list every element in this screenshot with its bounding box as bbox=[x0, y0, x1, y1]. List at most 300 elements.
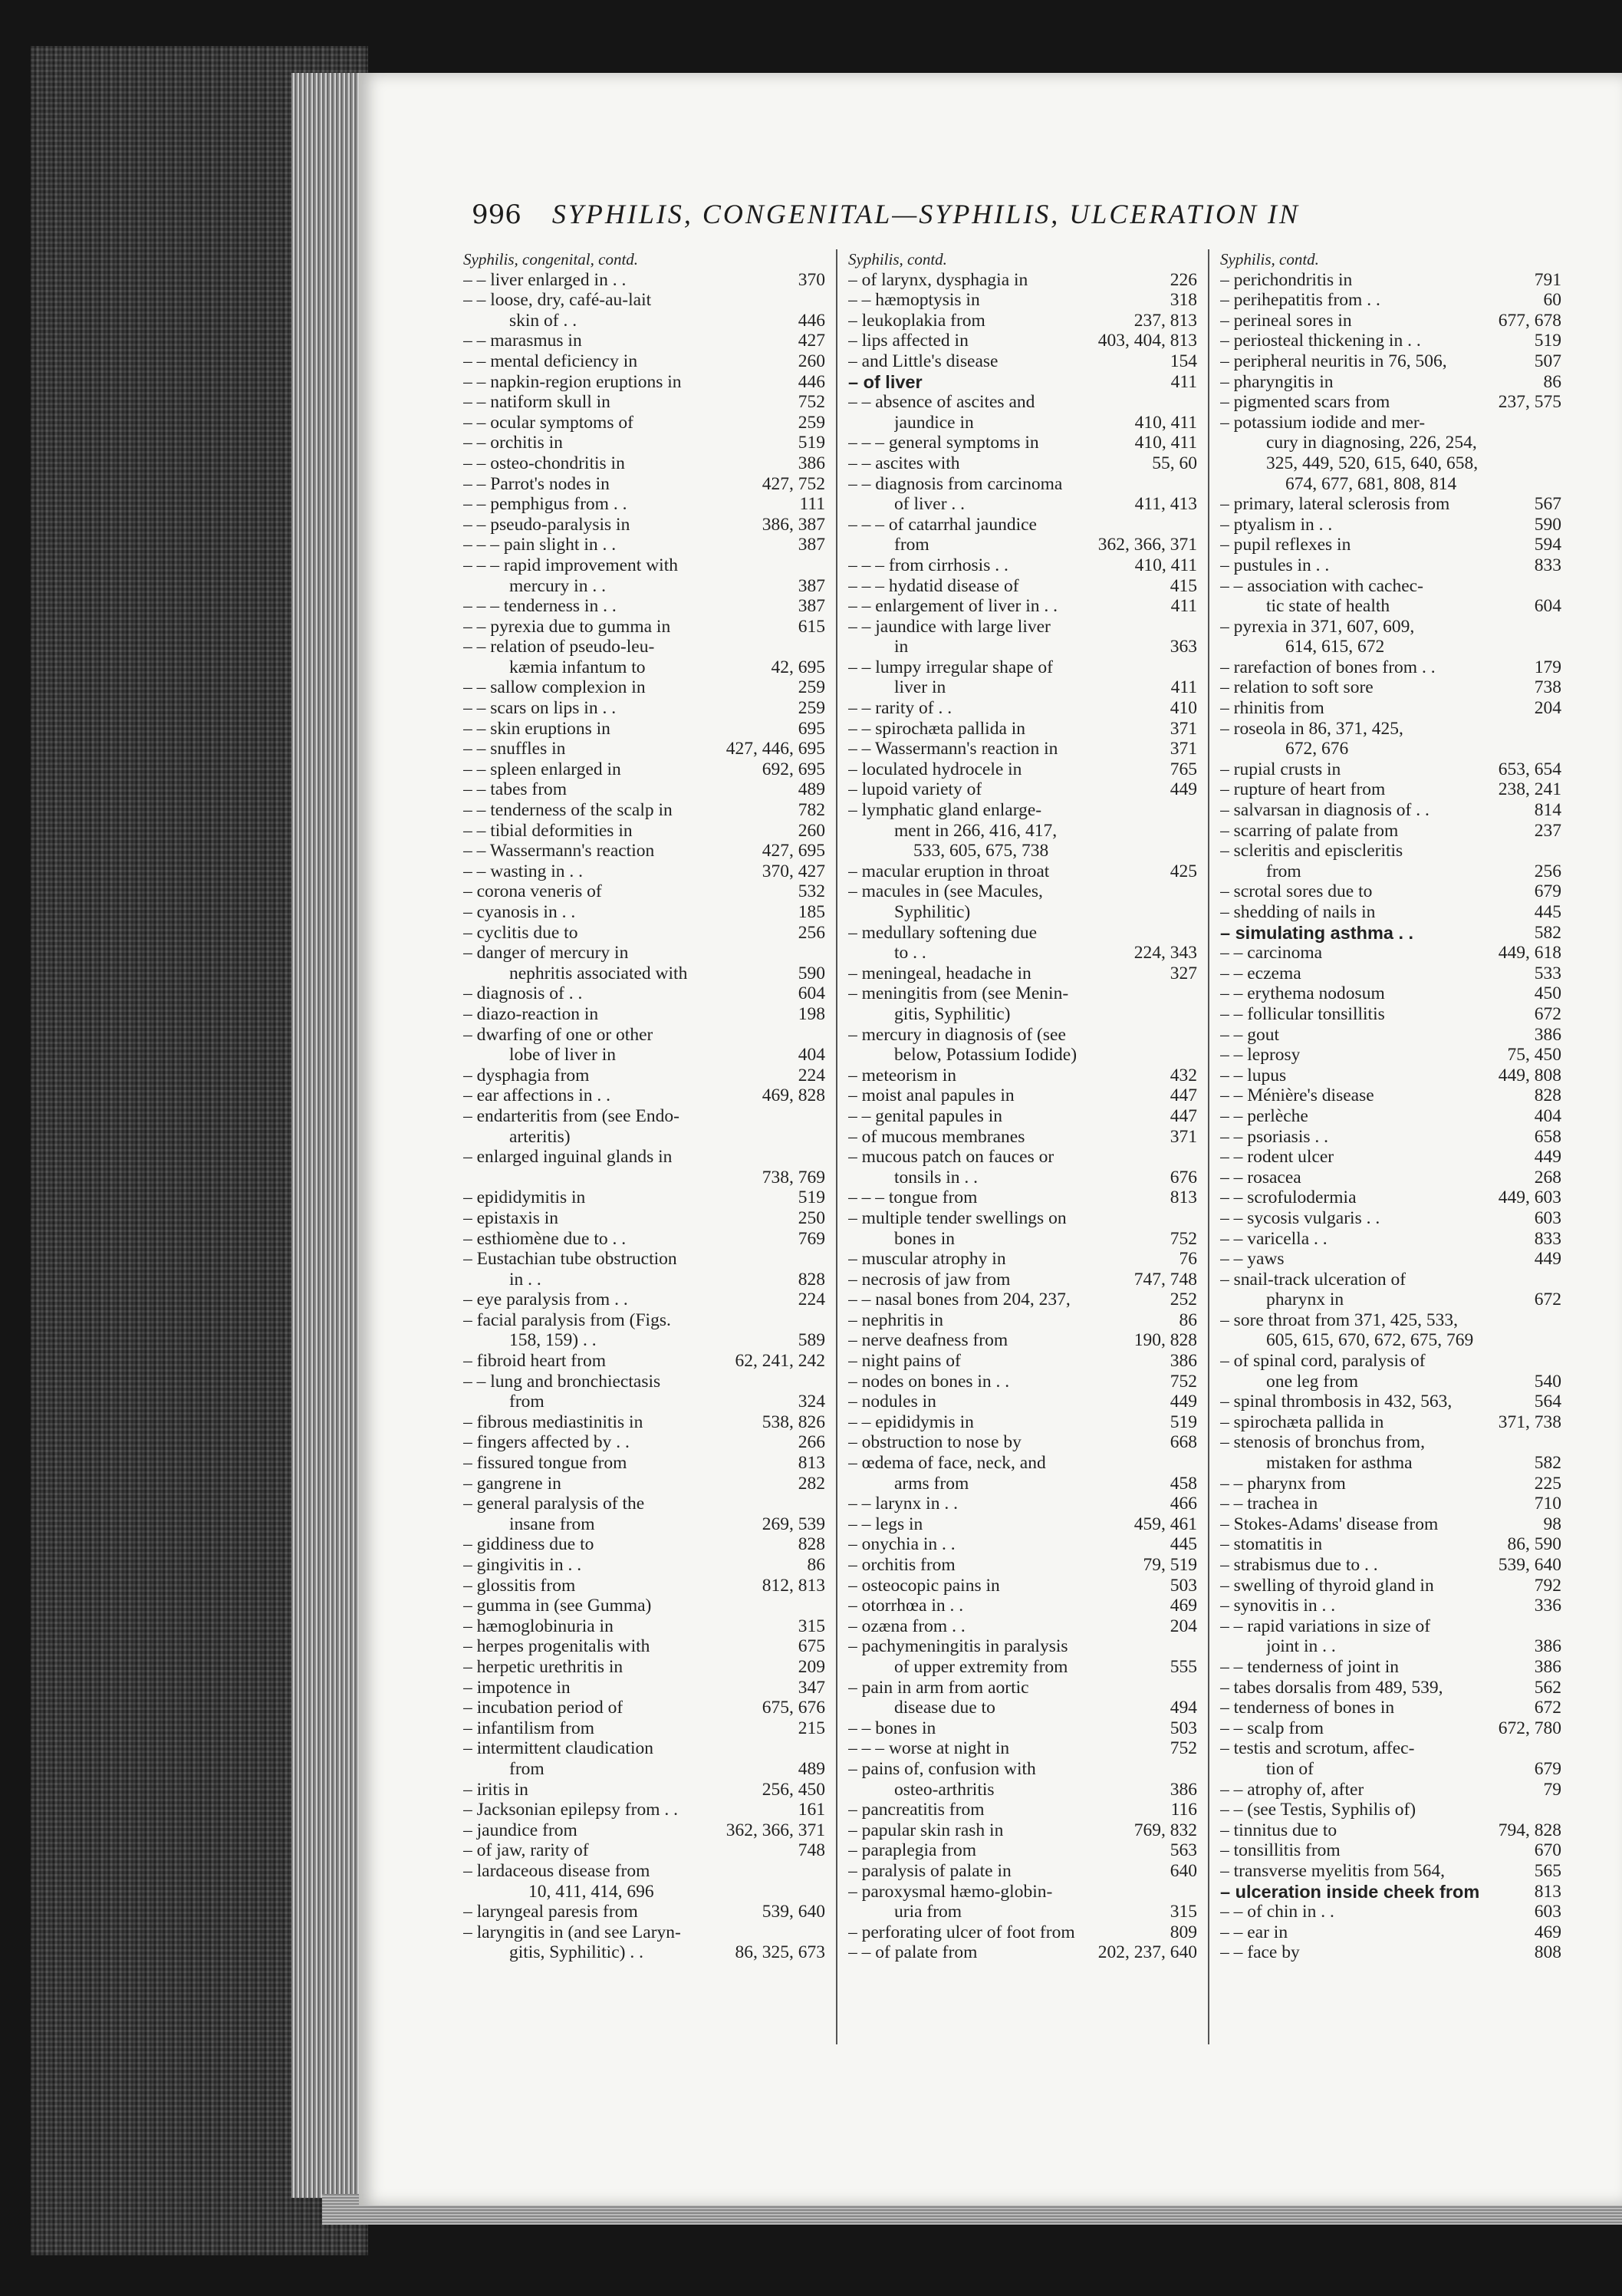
entry-pages bbox=[819, 1127, 825, 1148]
index-entry bbox=[848, 1025, 1197, 1046]
entry-pages: 675, 676 bbox=[762, 1698, 825, 1718]
entry-pages: 812, 813 bbox=[762, 1575, 825, 1596]
index-entry bbox=[463, 1474, 825, 1494]
entry-term: – – marasmus in bbox=[463, 331, 582, 351]
index-entry bbox=[463, 1330, 825, 1351]
entry-term: – herpes progenitalis with bbox=[463, 1636, 650, 1657]
entry-term: – cyclitis due to bbox=[463, 922, 578, 943]
entry-pages: 404 bbox=[1534, 1105, 1561, 1126]
entry-term: – – atrophy of, after bbox=[1220, 1779, 1364, 1800]
entry-term: – macular eruption in throat bbox=[848, 861, 1050, 881]
index-entry bbox=[463, 270, 825, 291]
index-entry bbox=[1220, 1902, 1561, 1922]
entry-term: – infantilism from bbox=[463, 1718, 595, 1738]
index-entry bbox=[463, 372, 825, 393]
index-entry bbox=[1220, 1290, 1561, 1310]
entry-pages: 154 bbox=[1170, 351, 1197, 371]
index-entry bbox=[463, 1738, 825, 1759]
entry-term: – scarring of palate from bbox=[1220, 820, 1399, 841]
entry-pages bbox=[1191, 841, 1197, 861]
entry-term: kæmia infantum to bbox=[509, 657, 646, 677]
entry-term: in bbox=[894, 637, 909, 657]
index-entry bbox=[848, 1045, 1197, 1066]
entry-pages: 411 bbox=[1170, 371, 1197, 392]
entry-term: – – tibial deformities in bbox=[463, 820, 633, 841]
index-entry bbox=[848, 1555, 1197, 1576]
entry-term: – multiple tender swellings on bbox=[848, 1207, 1067, 1228]
index-entry bbox=[463, 1657, 825, 1678]
index-entry bbox=[848, 1372, 1197, 1392]
entry-pages: 445 bbox=[1534, 902, 1561, 922]
index-entry bbox=[1220, 1372, 1561, 1392]
index-entry bbox=[463, 1780, 825, 1800]
index-entry bbox=[1220, 923, 1561, 944]
index-entry bbox=[848, 1922, 1197, 1943]
entry-term: – nerve deafness from bbox=[848, 1330, 1008, 1351]
entry-pages: 446 bbox=[798, 371, 825, 392]
entry-term: cury in diagnosing, 226, 254, bbox=[1266, 433, 1477, 453]
index-entry bbox=[848, 841, 1197, 861]
entry-term: – enlarged inguinal glands in bbox=[463, 1147, 673, 1168]
entry-term: – ozæna from . . bbox=[848, 1616, 966, 1636]
index-entry bbox=[848, 1432, 1197, 1453]
entry-term: – papular skin rash in bbox=[848, 1820, 1004, 1840]
entry-pages: 204 bbox=[1170, 1616, 1197, 1636]
entry-pages bbox=[1555, 1432, 1561, 1453]
entry-term: bones in bbox=[894, 1228, 955, 1249]
entry-term: one leg from bbox=[1266, 1371, 1359, 1392]
entry-term: – – pseudo-paralysis in bbox=[463, 514, 630, 535]
index-entry bbox=[1220, 719, 1561, 740]
index-entry bbox=[848, 474, 1197, 495]
entry-term: – scrotal sores due to bbox=[1220, 881, 1373, 902]
entry-term: pharynx in bbox=[1266, 1290, 1344, 1310]
column-heading: Syphilis, contd. bbox=[1220, 250, 1319, 268]
entry-term: – – erythema nodosum bbox=[1220, 983, 1385, 1004]
index-entry bbox=[463, 719, 825, 740]
entry-pages: 567 bbox=[1534, 494, 1561, 515]
index-entry bbox=[1220, 1045, 1561, 1066]
entry-term: liver in bbox=[894, 677, 946, 698]
index-entry bbox=[1220, 1392, 1561, 1412]
index-entry bbox=[463, 453, 825, 474]
entry-term: – – – worse at night in bbox=[848, 1738, 1010, 1759]
entry-term: – tinnitus due to bbox=[1220, 1820, 1337, 1840]
entry-pages bbox=[1555, 1738, 1561, 1759]
entry-pages: 752 bbox=[1170, 1371, 1197, 1392]
entry-pages: 532 bbox=[798, 881, 825, 902]
index-entry bbox=[848, 1147, 1197, 1168]
index-entry bbox=[848, 351, 1197, 372]
entry-term: – facial paralysis from (Figs. bbox=[463, 1309, 671, 1330]
index-entry bbox=[1220, 759, 1561, 780]
index-entry bbox=[848, 943, 1197, 964]
index-entry bbox=[848, 923, 1197, 944]
index-entry bbox=[848, 1596, 1197, 1616]
entry-term: – endarteritis from (see Endo- bbox=[463, 1105, 679, 1126]
entry-pages: 813 bbox=[1534, 1881, 1561, 1902]
entry-term: – mercury in diagnosis of (see bbox=[848, 1024, 1066, 1045]
entry-term: – – – tongue from bbox=[848, 1188, 978, 1208]
entry-pages: 252 bbox=[1170, 1290, 1197, 1310]
entry-term: – paralysis of palate in bbox=[848, 1860, 1012, 1881]
entry-pages: 692, 695 bbox=[762, 759, 825, 779]
index-entry bbox=[1220, 311, 1561, 331]
entry-term: – macules in (see Macules, bbox=[848, 881, 1043, 902]
entry-pages bbox=[1555, 1616, 1561, 1637]
entry-term: – impotence in bbox=[463, 1677, 571, 1698]
entry-term: – nodes on bones in . . bbox=[848, 1371, 1010, 1392]
entry-term: – esthiomène due to . . bbox=[463, 1228, 627, 1249]
entry-pages: 190, 828 bbox=[1133, 1330, 1197, 1351]
index-entry bbox=[1220, 1596, 1561, 1616]
entry-pages bbox=[1191, 1004, 1197, 1025]
entry-pages: 445 bbox=[1170, 1534, 1197, 1555]
entry-term: – – liver enlarged in . . bbox=[463, 269, 627, 290]
index-entry bbox=[463, 1392, 825, 1412]
entry-term: – ear affections in . . bbox=[463, 1085, 611, 1106]
entry-term: – jaundice from bbox=[463, 1820, 577, 1840]
entry-pages: 658 bbox=[1534, 1126, 1561, 1147]
entry-pages: 738, 769 bbox=[762, 1167, 825, 1188]
entry-term: tonsils in . . bbox=[894, 1167, 979, 1188]
entry-pages: 466 bbox=[1170, 1494, 1197, 1514]
index-entry bbox=[1220, 515, 1561, 535]
index-entry bbox=[848, 637, 1197, 657]
index-entry bbox=[463, 1555, 825, 1576]
entry-pages: 582 bbox=[1534, 1453, 1561, 1474]
entry-term: from bbox=[894, 535, 929, 555]
entry-pages bbox=[819, 1310, 825, 1331]
entry-term: – leukoplakia from bbox=[848, 310, 985, 331]
entry-pages: 519 bbox=[798, 1188, 825, 1208]
index-entry bbox=[463, 1412, 825, 1433]
entry-term: – – – rapid improvement with bbox=[463, 555, 678, 575]
entry-pages: 469 bbox=[1170, 1596, 1197, 1616]
entry-term: – fibroid heart from bbox=[463, 1351, 606, 1372]
entry-pages: 447 bbox=[1170, 1105, 1197, 1126]
entry-pages: 828 bbox=[1534, 1085, 1561, 1106]
index-entry bbox=[848, 1840, 1197, 1861]
entry-pages: 769, 832 bbox=[1133, 1820, 1197, 1840]
entry-pages bbox=[819, 1596, 825, 1616]
entry-term: – – rapid variations in size of bbox=[1220, 1616, 1431, 1636]
entry-term: – herpetic urethritis in bbox=[463, 1656, 623, 1677]
index-entry bbox=[1220, 657, 1561, 678]
entry-term: – perichondritis in bbox=[1220, 269, 1353, 290]
index-entry bbox=[1220, 494, 1561, 515]
entry-pages: 589 bbox=[798, 1330, 825, 1351]
entry-pages: 42, 695 bbox=[771, 657, 825, 677]
entry-pages: 268 bbox=[1534, 1167, 1561, 1188]
index-entry bbox=[848, 1494, 1197, 1514]
entry-term: – necrosis of jaw from bbox=[848, 1269, 1011, 1290]
index-entry bbox=[848, 1106, 1197, 1127]
entry-term: – – – tenderness in . . bbox=[463, 596, 617, 617]
entry-pages: 603 bbox=[1534, 1902, 1561, 1922]
entry-pages bbox=[1191, 821, 1197, 842]
entry-term: – tonsillitis from bbox=[1220, 1840, 1341, 1861]
entry-term: mistaken for asthma bbox=[1266, 1453, 1413, 1474]
entry-pages bbox=[1191, 902, 1197, 923]
entry-pages: 215 bbox=[798, 1718, 825, 1738]
entry-pages bbox=[1555, 453, 1561, 474]
entry-pages: 336 bbox=[1534, 1596, 1561, 1616]
index-entry bbox=[848, 596, 1197, 617]
index-entry bbox=[848, 1636, 1197, 1657]
entry-term: – roseola in 86, 371, 425, bbox=[1220, 718, 1403, 739]
entry-term: – fissured tongue from bbox=[463, 1453, 627, 1474]
index-entry bbox=[848, 331, 1197, 351]
index-entry bbox=[848, 453, 1197, 474]
entry-pages: 386 bbox=[798, 453, 825, 473]
entry-pages bbox=[1555, 1270, 1561, 1290]
entry-pages: 814 bbox=[1534, 800, 1561, 821]
entry-term: tion of bbox=[1266, 1758, 1314, 1779]
running-title: SYPHILIS, CONGENITAL—SYPHILIS, ULCERATION IN bbox=[551, 199, 1300, 229]
entry-pages: 237, 813 bbox=[1133, 310, 1197, 331]
entry-term: – – – pain slight in . . bbox=[463, 535, 617, 555]
index-entry bbox=[1220, 1678, 1561, 1698]
index-entry bbox=[463, 535, 825, 555]
entry-term: from bbox=[1266, 861, 1301, 881]
entry-term: – diazo-reaction in bbox=[463, 1003, 599, 1024]
index-entry bbox=[1220, 1616, 1561, 1637]
entry-pages: 809 bbox=[1170, 1922, 1197, 1942]
entry-term: – – pemphigus from . . bbox=[463, 494, 627, 515]
entry-term: – tabes dorsalis from 489, 539, bbox=[1220, 1677, 1443, 1698]
entry-term: to . . bbox=[894, 943, 926, 964]
entry-pages: 269, 539 bbox=[762, 1514, 825, 1534]
index-entry bbox=[848, 983, 1197, 1004]
entry-pages: 427 bbox=[798, 331, 825, 351]
index-entry bbox=[848, 1698, 1197, 1718]
entry-pages: 738 bbox=[1534, 677, 1561, 698]
entry-pages: 752 bbox=[1170, 1738, 1197, 1759]
entry-pages: 386 bbox=[1170, 1779, 1197, 1800]
index-entry bbox=[463, 1678, 825, 1698]
index-column-3 bbox=[1208, 249, 1572, 2044]
entry-pages bbox=[1191, 1636, 1197, 1657]
entry-term: ment in 266, 416, 417, bbox=[894, 820, 1058, 841]
index-entry bbox=[1220, 1698, 1561, 1718]
index-entry bbox=[1220, 902, 1561, 923]
index-entry bbox=[463, 311, 825, 331]
entry-pages: 672 bbox=[1534, 1698, 1561, 1718]
index-entry bbox=[1220, 1861, 1561, 1882]
entry-pages: 256 bbox=[1534, 861, 1561, 881]
index-entry bbox=[463, 1229, 825, 1250]
entry-term: – Eustachian tube obstruction bbox=[463, 1249, 677, 1270]
index-entry bbox=[1220, 270, 1561, 291]
entry-pages: 519 bbox=[1170, 1412, 1197, 1432]
entry-pages bbox=[819, 1025, 825, 1046]
index-entry bbox=[1220, 698, 1561, 719]
entry-term: – – tabes from bbox=[463, 779, 568, 800]
entry-term: gitis, Syphilitic) bbox=[894, 1003, 1011, 1024]
index-entry bbox=[848, 1290, 1197, 1310]
column-heading: Syphilis, contd. bbox=[848, 250, 947, 268]
entry-pages: 565 bbox=[1534, 1860, 1561, 1881]
entry-pages: 427, 446, 695 bbox=[725, 739, 825, 759]
entry-term: – pharyngitis in bbox=[1220, 371, 1334, 392]
index-entry bbox=[1220, 1840, 1561, 1861]
index-entry bbox=[1220, 1494, 1561, 1514]
index-entry bbox=[463, 943, 825, 964]
entry-pages: 539, 640 bbox=[762, 1902, 825, 1922]
index-entry bbox=[463, 677, 825, 698]
entry-term: – – sycosis vulgaris . . bbox=[1220, 1207, 1380, 1228]
entry-pages: 519 bbox=[1534, 331, 1561, 351]
entry-term: – relation to soft sore bbox=[1220, 677, 1374, 698]
entry-term: – stomatitis in bbox=[1220, 1534, 1323, 1555]
entry-pages bbox=[1191, 657, 1197, 678]
entry-pages: 225 bbox=[1534, 1473, 1561, 1494]
entry-term: – giddiness due to bbox=[463, 1534, 594, 1555]
entry-pages: 403, 404, 813 bbox=[1097, 331, 1197, 351]
entry-term: – potassium iodide and mer- bbox=[1220, 412, 1426, 433]
entry-pages: 315 bbox=[798, 1616, 825, 1636]
entry-term: – – epididymis in bbox=[848, 1412, 974, 1432]
index-entry bbox=[1220, 964, 1561, 984]
index-entry bbox=[848, 657, 1197, 678]
entry-pages: 564 bbox=[1534, 1392, 1561, 1412]
index-entry bbox=[463, 413, 825, 433]
entry-term: – periosteal thickening in . . bbox=[1220, 331, 1421, 351]
entry-term: – transverse myelitis from 564, bbox=[1220, 1860, 1446, 1881]
index-entry bbox=[1220, 453, 1561, 474]
entry-term: – nephritis in bbox=[848, 1309, 944, 1330]
entry-term: – paroxysmal hæmo-globin- bbox=[848, 1881, 1053, 1902]
entry-term: insane from bbox=[509, 1514, 595, 1534]
index-entry bbox=[463, 698, 825, 719]
index-entry bbox=[1220, 1636, 1561, 1657]
entry-term: – – (see Testis, Syphilis of) bbox=[1220, 1800, 1416, 1820]
entry-pages: 256 bbox=[798, 922, 825, 943]
index-entry bbox=[463, 474, 825, 495]
entry-pages: 237 bbox=[1534, 820, 1561, 841]
index-entry bbox=[463, 1616, 825, 1637]
index-entry bbox=[463, 1188, 825, 1208]
index-entry bbox=[1220, 351, 1561, 372]
entry-term: – salvarsan in diagnosis of . . bbox=[1220, 800, 1430, 821]
index-entry bbox=[1220, 1229, 1561, 1250]
entry-pages: 371 bbox=[1170, 718, 1197, 739]
entry-term: – – gout bbox=[1220, 1024, 1280, 1045]
entry-pages: 410 bbox=[1170, 698, 1197, 719]
index-entry bbox=[848, 1616, 1197, 1637]
index-entry bbox=[463, 1310, 825, 1331]
index-entry bbox=[848, 1270, 1197, 1290]
index-entry bbox=[463, 1902, 825, 1922]
entry-term: – dwarfing of one or other bbox=[463, 1024, 653, 1045]
index-entry bbox=[1220, 1800, 1561, 1820]
entry-pages: 447 bbox=[1170, 1085, 1197, 1106]
entry-pages: 813 bbox=[1170, 1188, 1197, 1208]
entry-pages: 76 bbox=[1179, 1249, 1197, 1270]
index-entry bbox=[1220, 1249, 1561, 1270]
entry-pages: 494 bbox=[1170, 1698, 1197, 1718]
entry-term: – œdema of face, neck, and bbox=[848, 1453, 1046, 1474]
entry-pages bbox=[1555, 841, 1561, 861]
index-entry bbox=[848, 1882, 1197, 1902]
entry-pages: 562 bbox=[1534, 1677, 1561, 1698]
entry-pages: 748 bbox=[798, 1840, 825, 1861]
entry-pages: 432 bbox=[1170, 1065, 1197, 1085]
index-entry bbox=[463, 1453, 825, 1474]
entry-term: – shedding of nails in bbox=[1220, 902, 1376, 922]
entry-pages: 672 bbox=[1534, 1290, 1561, 1310]
entry-pages: 260 bbox=[798, 351, 825, 371]
index-entry bbox=[463, 1718, 825, 1739]
entry-pages bbox=[1191, 474, 1197, 495]
entry-term: – – napkin-region eruptions in bbox=[463, 371, 682, 392]
entry-pages: 670 bbox=[1534, 1840, 1561, 1861]
entry-pages: 86, 590 bbox=[1507, 1534, 1561, 1555]
index-entry bbox=[848, 1514, 1197, 1535]
entry-pages: 808 bbox=[1534, 1942, 1561, 1963]
index-entry bbox=[463, 821, 825, 842]
entry-pages bbox=[1191, 1882, 1197, 1902]
entry-pages: 224 bbox=[798, 1290, 825, 1310]
entry-term: – testis and scrotum, affec- bbox=[1220, 1738, 1415, 1759]
entry-pages: 415 bbox=[1170, 575, 1197, 596]
entry-term: – – psoriasis . . bbox=[1220, 1126, 1328, 1147]
index-entry bbox=[463, 800, 825, 821]
entry-term: – – larynx in . . bbox=[848, 1494, 958, 1514]
index-entry bbox=[463, 657, 825, 678]
entry-pages: 672 bbox=[1534, 1003, 1561, 1024]
index-entry bbox=[463, 392, 825, 413]
index-entry bbox=[1220, 677, 1561, 698]
entry-pages: 404 bbox=[798, 1045, 825, 1066]
entry-pages: 603 bbox=[1534, 1207, 1561, 1228]
index-entry bbox=[848, 800, 1197, 821]
entry-pages: 86 bbox=[1179, 1309, 1197, 1330]
entry-term: – – – of catarrhal jaundice bbox=[848, 514, 1037, 535]
entry-term: disease due to bbox=[894, 1698, 995, 1718]
entry-pages: 411 bbox=[1170, 596, 1197, 617]
index-entry bbox=[848, 576, 1197, 597]
entry-pages: 387 bbox=[798, 575, 825, 596]
index-entry bbox=[463, 515, 825, 535]
entry-pages: 98 bbox=[1543, 1514, 1561, 1534]
index-entry bbox=[1220, 596, 1561, 617]
entry-pages bbox=[819, 1249, 825, 1270]
entry-term: tic state of health bbox=[1266, 596, 1390, 617]
index-entry bbox=[848, 617, 1197, 637]
index-entry bbox=[848, 1534, 1197, 1555]
entry-pages: 347 bbox=[798, 1677, 825, 1698]
entry-pages bbox=[1555, 637, 1561, 657]
entry-pages: 489 bbox=[798, 1758, 825, 1779]
index-entry bbox=[463, 290, 825, 311]
index-entry bbox=[848, 759, 1197, 780]
entry-pages: 679 bbox=[1534, 1758, 1561, 1779]
index-entry bbox=[848, 779, 1197, 800]
index-entry bbox=[1220, 1004, 1561, 1025]
index-entry bbox=[463, 1636, 825, 1657]
entry-term: – – diagnosis from carcinoma bbox=[848, 473, 1063, 494]
index-entry bbox=[848, 515, 1197, 535]
entry-term: arms from bbox=[894, 1473, 969, 1494]
index-entry bbox=[463, 1208, 825, 1229]
index-entry bbox=[848, 1780, 1197, 1800]
index-entry bbox=[463, 1840, 825, 1861]
index-entry bbox=[848, 494, 1197, 515]
entry-term: – Stokes-Adams' disease from bbox=[1220, 1514, 1439, 1534]
entry-pages: 386 bbox=[1534, 1636, 1561, 1657]
